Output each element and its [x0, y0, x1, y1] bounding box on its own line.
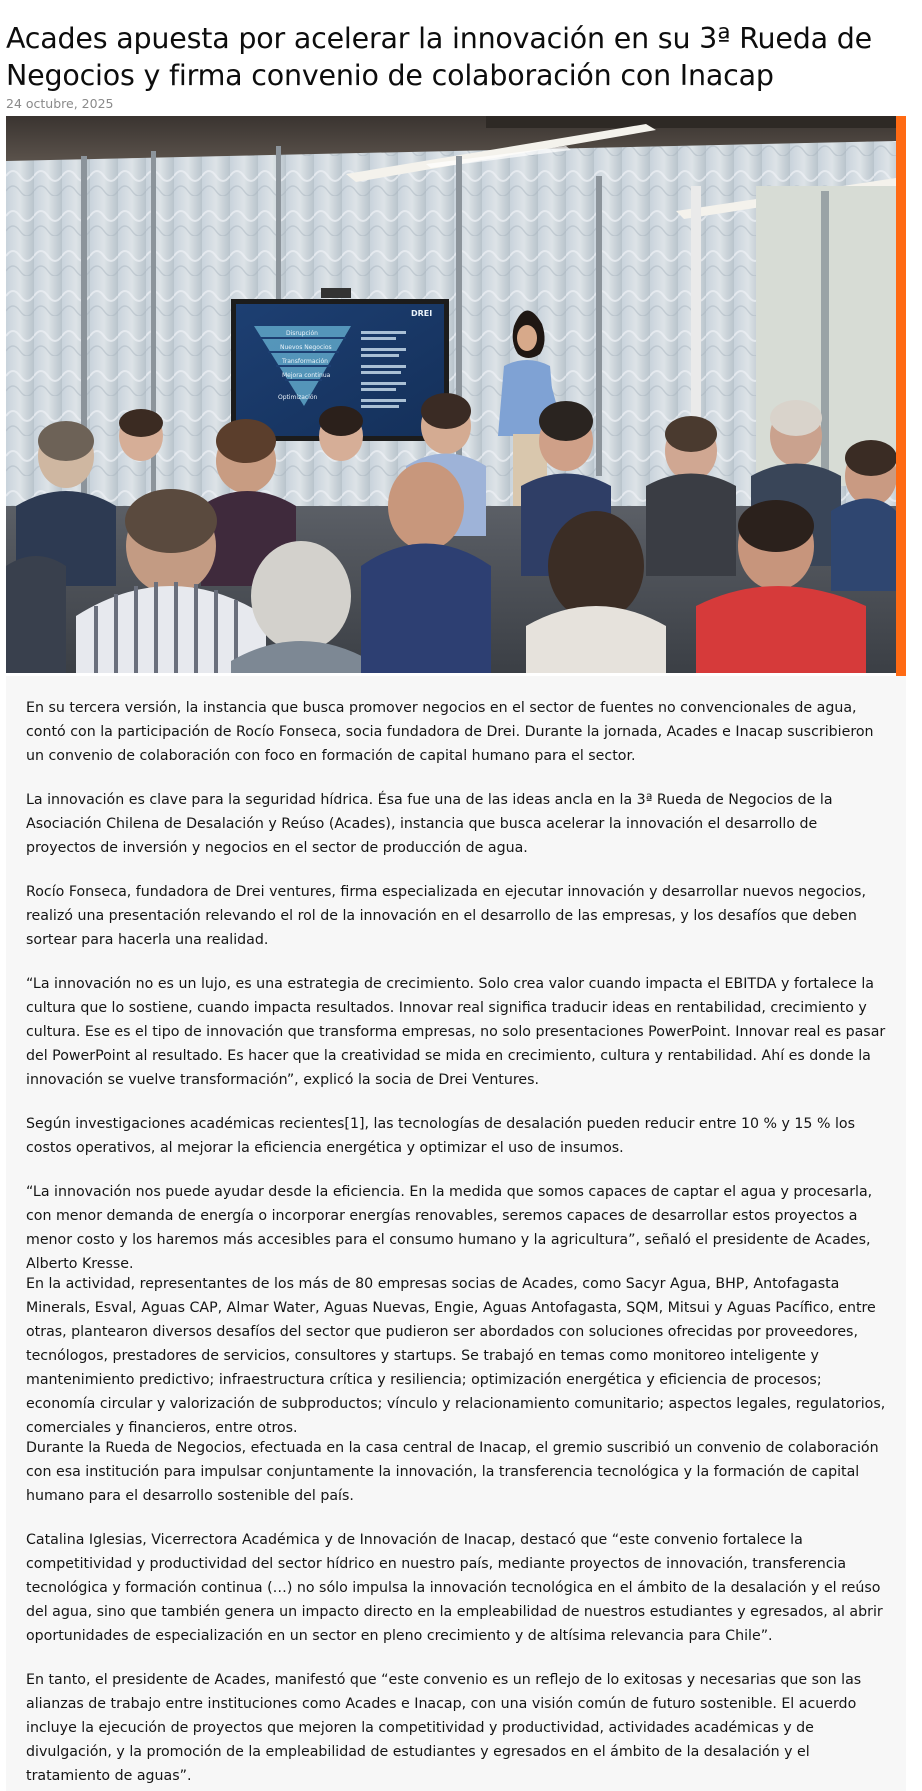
- accent-bar: [896, 116, 906, 676]
- article-paragraph: La innovación es clave para la seguridad hídrica. Ésa fue una de las ideas ancla en la 3ª Rueda de Negocios de la Asociación Chilena de Desalación y Reúso (Acades), instancia que busca acelerar la innovación el desarrollo de proyectos de inversión y negocios en el sector de producción de agua.: [26, 792, 833, 856]
- pyramid-label-4: Mejora continua: [282, 372, 331, 379]
- pyramid-label-2: Nuevos Negocios: [280, 344, 332, 351]
- hero-image: [6, 116, 896, 673]
- article-paragraph: En tanto, el presidente de Acades, manifestó que “este convenio es un reflejo de lo exitosas y necesarias que son las alianzas de trabajo entre instituciones como Acades e Inacap, con una visión común de futuro sostenible. El acuerdo incluye la ejecución de proyectos que mejoren la competitividad y productividad, actividades académicas y de divulgación, y la promoción de la empleabilidad de estudiantes y egresados en el ámbito de la desalación y el tratamiento de aguas”.: [26, 1672, 862, 1784]
- article-paragraph: “La innovación nos puede ayudar desde la eficiencia. En la medida que somos capaces de captar el agua y procesarla, con menor demanda de energía o incorporar energías renovables, seremos capaces de desarrollar estos proyectos a menor costo y los haremos más accesibles para el consumo humano y la agricultura”, señaló el presidente de Acades, Alberto Kresse.: [26, 1184, 873, 1272]
- article-paragraph: Catalina Iglesias, Vicerrectora Académica y de Innovación de Inacap, destacó que “este convenio fortalece la competitividad y productividad del sector hídrico en nuestro país, mediante proyectos de innovación, transferencia tecnológica y formación continua (…) no sólo impulsa la innovación tecnológica en el ámbito de la desalación y el reúso del agua, sino que también genera un impacto directo en la empleabilidad de nuestros estudiantes y egresados, al abrir oportunidades de especialización en un sector en pleno crecimiento y de altísima relevancia para Chile”.: [26, 1532, 883, 1644]
- pyramid-label-5: Optimización: [278, 394, 318, 401]
- article-paragraph: En la actividad, representantes de los más de 80 empresas socias de Acades, como Sacyr Agua, BHP, Antofagasta Minerals, Esval, Aguas CAP, Almar Water, Aguas Nuevas, Engie, Aguas Antofagasta, SQM, Mitsui y Aguas Pacífico, entre otras, plantearon diversos desafíos del sector que pudieron ser abordados con soluciones ofrecidas por proveedores, tecnólogos, prestadores de servicios, consultores y startups. Se trabajó en temas como monitoreo inteligente y mantenimiento predictivo; infraestructura crítica y resiliencia; optimización energética y eficiencia de procesos; economía circular y valorización de subproductos; vínculo y relacionamiento comunitario; aspectos legales, regulatorios, comerciales y financieros, entre otros.: [26, 1276, 886, 1436]
- article-paragraph: Según investigaciones académicas recientes[1], las tecnologías de desalación pueden reducir entre 10 % y 15 % los costos operativos, al mejorar la eficiencia energética y optimizar el uso de insumos.: [26, 1116, 855, 1156]
- pyramid-label-3: Transformación: [282, 358, 328, 365]
- article-paragraph: “La innovación no es un lujo, es una estrategia de crecimiento. Solo crea valor cuando impacta el EBITDA y fortalece la cultura que lo sostiene, cuando impacta resultados. Innovar real significa traducir ideas en rentabilidad, crecimiento y cultura. Ese es el tipo de innovación que transforma empresas, no solo presentaciones PowerPoint. Innovar real es pasar del PowerPoint al resultado. Es hacer que la creatividad se mida en crecimiento, cultura y rentabilidad. Ahí es donde la innovación se vuelve transformación”, explicó la socia de Drei Ventures.: [26, 976, 886, 1088]
- article-title: Acades apuesta por acelerar la innovación en su 3ª Rueda de Negocios y firma convenio de colaboración con Inacap: [6, 22, 872, 92]
- pyramid-label-1: Disrupción: [286, 330, 318, 337]
- article-date: 24 octubre, 2025: [6, 96, 114, 111]
- screen-brand: DREI: [411, 309, 433, 318]
- article-paragraph: Rocío Fonseca, fundadora de Drei ventures, firma especializada en ejecutar innovación y desarrollar nuevos negocios, realizó una presentación relevando el rol de la innovación en el desarrollo de las empresas, y los desafíos que deben sortear para hacerla una realidad.: [26, 884, 866, 948]
- article-paragraph: Durante la Rueda de Negocios, efectuada en la casa central de Inacap, el gremio suscribió un convenio de colaboración con esa institución para impulsar conjuntamente la innovación, la transferencia tecnológica y la formación de capital humano para el desarrollo sostenible del país.: [26, 1440, 879, 1504]
- article-body: [6, 676, 906, 1791]
- article-paragraph: En su tercera versión, la instancia que busca promover negocios en el sector de fuentes no convencionales de agua, contó con la participación de Rocío Fonseca, socia fundadora de Drei. Durante la jornada, Acades e Inacap suscribieron un convenio de colaboración con foco en formación de capital humano para el sector.: [26, 700, 874, 764]
